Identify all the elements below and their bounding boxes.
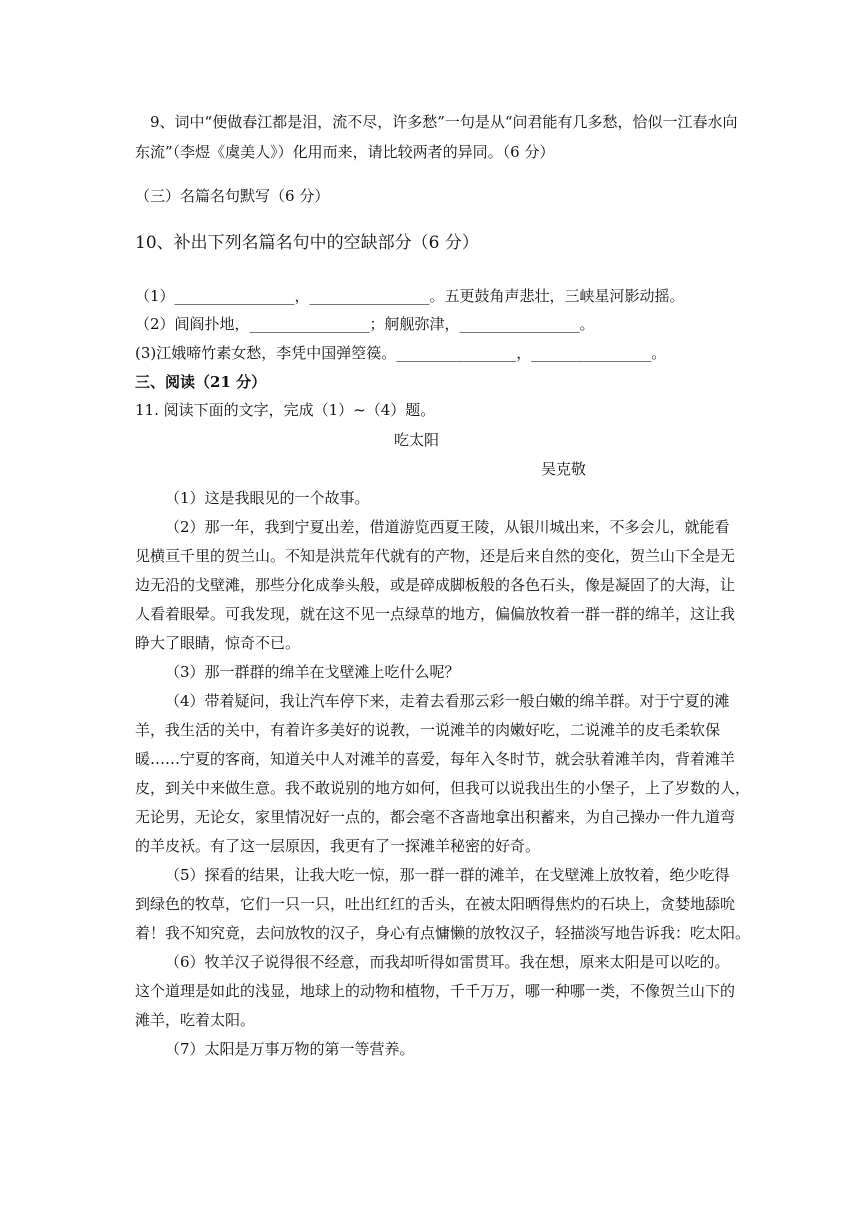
- paragraph-5-line-3: 着！我不知究竟，去问放牧的汉子，身心有点慵懒的放牧汉子，轻描淡写地告诉我：吃太阳。: [135, 924, 751, 942]
- paragraph-1: （1）这是我眼见的一个故事。: [165, 489, 370, 507]
- paragraph-6-line-3: 滩羊，吃着太阳。: [135, 1011, 256, 1029]
- article-title: 吃太阳: [394, 431, 440, 449]
- paragraph-5-line-2: 到绿色的牧草，它们一只一只，吐出红红的舌头，在被太阳晒得焦灼的石块上，贪婪地舔吮: [135, 895, 736, 913]
- paragraph-4-line-1: （4）带着疑问，我让汽车停下来，走着去看那云彩一般白嫩的绵羊群。对于宁夏的滩: [165, 692, 730, 710]
- paragraph-7: （7）太阳是万事万物的第一等营养。: [165, 1040, 415, 1058]
- paragraph-6-line-1: （6）牧羊汉子说得很不经意，而我却听得如雷贯耳。我在想，原来太阳是可以吃的。: [165, 953, 730, 971]
- paragraph-4-line-2: 羊，我生活的关中，有着许多美好的说教，一说滩羊的肉嫩好吃，二说滩羊的皮毛柔软保: [135, 721, 721, 739]
- q10-item-2: （2）闾阎扑地，________________；舸舰弥津，________________。: [135, 315, 595, 333]
- section-3-heading: （三）名篇名句默写（6 分）: [135, 187, 330, 205]
- q11-instruction: 11. 阅读下面的文字，完成（1）~（4）题。: [135, 401, 436, 419]
- paragraph-5-line-1: （5）探看的结果，让我大吃一惊，那一群一群的滩羊，在戈壁滩上放牧着，绝少吃得: [165, 866, 730, 884]
- q10-item-1: （1）________________，________________。五更鼓角声悲壮，三峡星河影动摇。: [135, 287, 685, 305]
- paragraph-2-line-4: 人看着眼晕。可我发现，就在这不见一点绿草的地方，偏偏放牧着一群一群的绵羊，这让我: [135, 605, 736, 623]
- q10-item-3: (3)江娥啼竹素女愁，李凭中国弹箜篌。________________，________________。: [135, 344, 667, 362]
- paragraph-2-line-5: 睁大了眼睛，惊奇不已。: [135, 634, 301, 652]
- paragraph-6-line-2: 这个道理是如此的浅显，地球上的动物和植物，千千万万，哪一种哪一类，不像贺兰山下的: [135, 982, 736, 1000]
- paragraph-2-line-1: （2）那一年，我到宁夏出差，借道游览西夏王陵，从银川城出来，不多会儿，就能看: [165, 518, 730, 536]
- paragraph-2-line-2: 见横亘千里的贺兰山。不知是洪荒年代就有的产物，还是后来自然的变化，贺兰山下全是无: [135, 547, 736, 565]
- paragraph-2-line-3: 边无沿的戈壁滩，那些分化成拳头般，或是碎成脚板般的各色石头，像是凝固了的大海，让: [135, 576, 736, 594]
- q10-heading: 10、补出下列名篇名句中的空缺部分（6 分）: [135, 233, 479, 253]
- paragraph-4-line-5: 无论男，无论女，家里情况好一点的，都会毫不吝啬地拿出积蓄来，为自己操办一件九道弯: [135, 808, 736, 826]
- q9-line-1: 9、词中“便做春江都是泪，流不尽，许多愁”一句是从“问君能有几多愁，恰似一江春水向: [150, 113, 738, 131]
- paragraph-4-line-4: 皮，到关中来做生意。我不敢说别的地方如何，但我可以说我出生的小堡子，上了岁数的人，: [135, 779, 751, 797]
- paragraph-4-line-6: 的羊皮袄。有了这一层原因，我更有了一探滩羊秘密的好奇。: [135, 837, 541, 855]
- q9-line-2: 东流”（李煜《虞美人》）化用而来，请比较两者的异同。（6 分）: [135, 143, 555, 161]
- paragraph-4-line-3: 暖……宁夏的客商，知道关中人对滩羊的喜爱，每年入冬时节，就会驮着滩羊肉，背着滩羊: [135, 750, 736, 768]
- paragraph-3: （3）那一群群的绵羊在戈壁滩上吃什么呢？: [165, 663, 460, 681]
- article-author: 吴克敬: [541, 460, 587, 478]
- part3-heading: 三、阅读（21 分）: [135, 373, 267, 391]
